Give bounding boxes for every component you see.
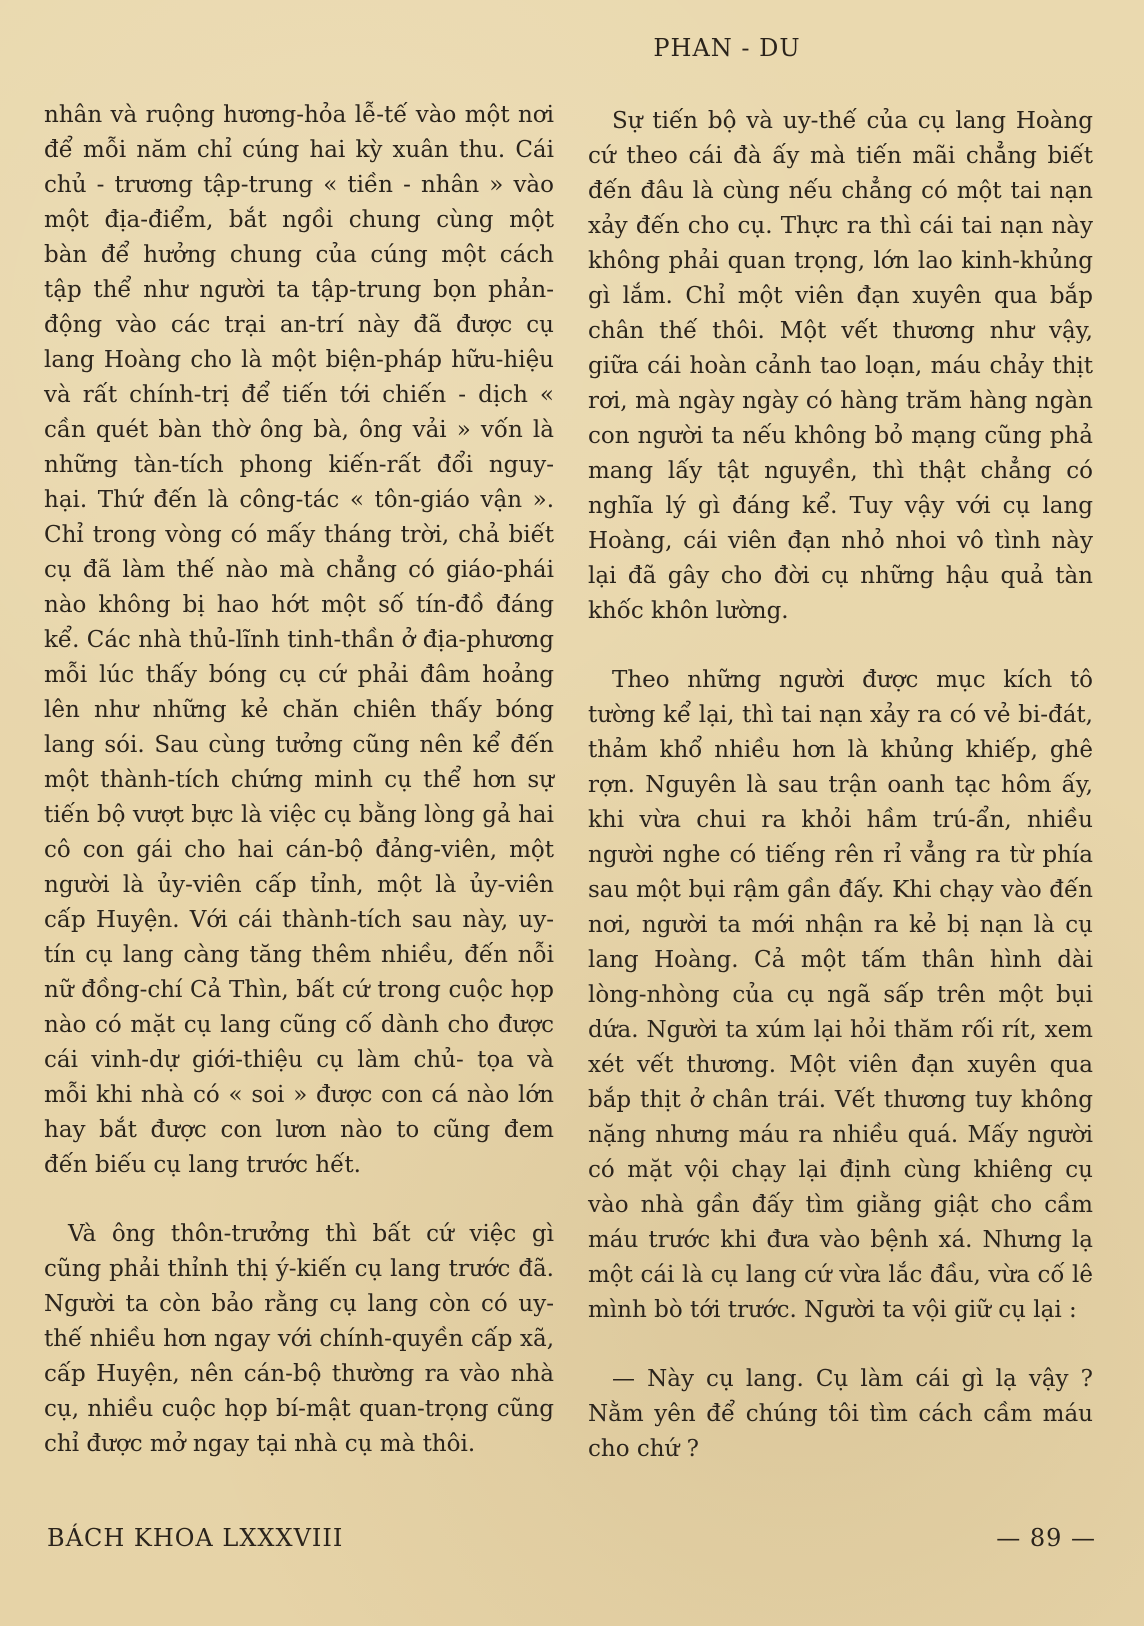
left-column [44, 98, 554, 1462]
footer-left: BÁCH KHOA LXXXVIII [47, 1524, 344, 1552]
right-column [588, 104, 1093, 1467]
right-paragraph-2: Theo những người được mục kích tô tường kể lại, thì tai nạn xảy ra có vẻ bi-đát, thảm khổ nhiều hơn là khủng khiếp, ghê rợn. Nguyên là sau trận oanh tạc hôm ấy, khi vừa chui ra khỏi hầm trú-ẩn, nhiều người nghe có tiếng rên rỉ vẳng ra từ phía sau một bụi rậm gần đấy. Khi chạy vào đến nơi, người ta mới nhận ra kẻ bị nạn là cụ lang Hoàng. Cả một tấm thân hình dài lòng-nhòng của cụ ngã sấp trên một bụi dứa. Người ta xúm lại hỏi thăm rối rít, xem xét vết thương. Một viên đạn xuyên qua bắp thịt ở chân trái. Vết thương tuy không nặng nhưng máu ra nhiều quá. Mấy người có mặt vội chạy lại định cùng khiêng cụ vào nhà gần đấy tìm giằng giật cho cầm máu trước khi đưa vào bệnh xá. Nhưng lạ một cái là cụ lang cứ vừa lắc đầu, vừa cố lê mình bò tới trước. Người ta vội giữ cụ lại : [588, 667, 1093, 1323]
page-number: — 89 — [996, 1524, 1096, 1552]
right-paragraph-3: — Này cụ lang. Cụ làm cái gì lạ vậy ? Nằm yên để chúng tôi tìm cách cầm máu cho chứ ? [588, 1366, 1093, 1462]
left-paragraph-1: nhân và ruộng hương-hỏa lễ-tế vào một nơi để mỗi năm chỉ cúng hai kỳ xuân thu. Cái chủ - trương tập-trung « tiền - nhân » vào một địa-điểm, bắt ngồi chung cùng một bàn để hưởng chung của cúng một cách tập thể như người ta tập-trung bọn phản-động vào các trại an-trí này đã được cụ lang Hoàng cho là một biện-pháp hữu-hiệu và rất chính-trị để tiến tới chiến - dịch « cần quét bàn thờ ông bà, ông vải » vốn là những tàn-tích phong kiến-rất đổi nguy-hại. Thứ đến là công-tác « tôn-giáo vận ». Chỉ trong vòng có mấy tháng trời, chả biết cụ đã làm thế nào mà chẳng có giáo-phái nào không bị hao hớt một số tín-đồ đáng kể. Các nhà thủ-lĩnh tinh-thần ở địa-phương mỗi lúc thấy bóng cụ cứ phải đâm hoảng lên như những kẻ chăn chiên thấy bóng lang sói. Sau cùng tưởng cũng nên kể đến một thành-tích chứng minh cụ thể hơn sự tiến bộ vượt bực là việc cụ bằng lòng gả hai cô con gái cho hai cán-bộ đảng-viên, một người là ủy-viên cấp tỉnh, một là ủy-viên cấp Huyện. Với cái thành-tích sau này, uy-tín cụ lang càng tăng thêm nhiều, đến nỗi nữ đồng-chí Cả Thìn, bất cứ trong cuộc họp nào có mặt cụ lang cũng cố dành cho được cái vinh-dự giới-thiệu cụ làm chủ- tọa và mỗi khi nhà có « soi » được con cá nào lớn hay bắt được con lươn nào to cũng đem đến biếu cụ lang trước hết. [44, 102, 554, 1178]
left-paragraph-2: Và ông thôn-trưởng thì bất cứ việc gì cũng phải thỉnh thị ý-kiến cụ lang trước đã. Người ta còn bảo rằng cụ lang còn có uy-thế nhiều hơn ngay với chính-quyền cấp xã, cấp Huyện, nên cán-bộ thường ra vào nhà cụ, nhiều cuộc họp bí-mật quan-trọng cũng chỉ được mở ngay tại nhà cụ mà thôi. [44, 1221, 554, 1457]
right-paragraph-1: Sự tiến bộ và uy-thế của cụ lang Hoàng cứ theo cái đà ấy mà tiến mãi chẳng biết đến đâu là cùng nếu chẳng có một tai nạn xảy đến cho cụ. Thực ra thì cái tai nạn này không phải quan trọng, lớn lao kinh-khủng gì lắm. Chỉ một viên đạn xuyên qua bắp chân thế thôi. Một vết thương như vậy, giữa cái hoàn cảnh tao loạn, máu chảy thịt rơi, mà ngày ngày có hàng trăm hàng ngàn con người ta nếu không bỏ mạng cũng phả mang lấy tật nguyền, thì thật chẳng có nghĩa lý gì đáng kể. Tuy vậy với cụ lang Hoàng, cái viên đạn nhỏ nhoi vô tình này lại đã gây cho đời cụ những hậu quả tàn khốc khôn lường. [588, 108, 1093, 624]
page-header: PHAN - DU [653, 34, 801, 62]
